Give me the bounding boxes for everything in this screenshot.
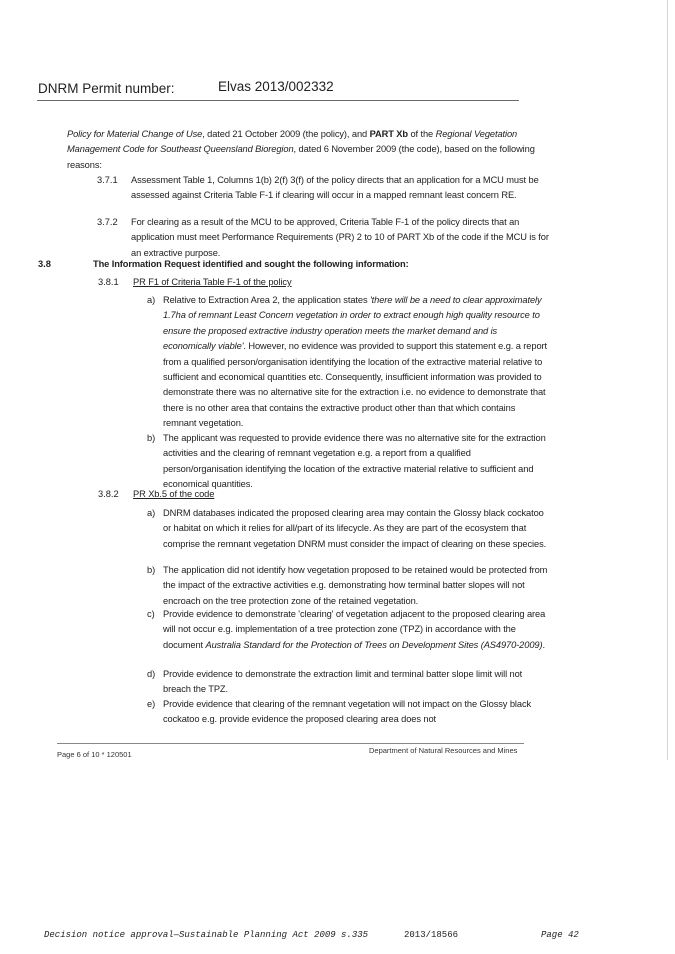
permit-header xyxy=(37,80,519,101)
intro-text-2: of the xyxy=(407,129,436,139)
decision-notice-title: Decision notice approval—Sustainable Planning Act 2009 s.335 xyxy=(44,930,369,940)
section-3-8-heading: The Information Request identified and sought the following information: xyxy=(93,259,409,269)
item-label: b) xyxy=(147,433,156,443)
item-label: b) xyxy=(147,565,156,575)
item-text: Provide evidence to demonstrate 'clearing' of vegetation adjacent to the proposed clearing area will not occur e.g. implementation of a tree protection zone (TPZ) in accordance with the document xyxy=(163,609,546,650)
footer-rule xyxy=(57,743,524,744)
section-3-8-2-item-c xyxy=(163,607,548,653)
section-3-7-2-text: For clearing as a result of the MCU to be approved, Criteria Table F-1 of the policy directs that an application must meet Performance Requirements (PR) 2 to 10 of PART Xb of the code if the MCU is for an extractive purpose. xyxy=(131,217,549,258)
section-3-7-1-text: Assessment Table 1, Columns 1(b) 2(f) 3(f) of the policy directs that an application for a MCU must be assessed against Criteria Table F-1 if clearing will occur in a mapped remnant least concern RE. xyxy=(131,175,539,201)
decision-notice-reference: 2013/18566 xyxy=(404,930,459,940)
footer-page-number: Page 6 of 10 * 120501 xyxy=(57,750,132,759)
section-number: 3.8.1 xyxy=(98,277,119,287)
section-number: 3.8 xyxy=(38,259,51,269)
item-text: Relative to Extraction Area 2, the application states xyxy=(163,295,370,305)
application-quote: 'there will be a need to clear approximately 1.7ha of remnant Least Concern vegetation in order to extract enough high quality resource to ensure the proposed extractive industry operation meets the market demand and is economically viable' xyxy=(163,295,542,352)
permit-number: Elvas 2013/002332 xyxy=(218,79,334,94)
section-number: 3.8.2 xyxy=(98,489,119,499)
item-label: a) xyxy=(147,508,156,518)
section-3-8-2-title: PR Xb.5 of the code xyxy=(133,489,215,499)
section-3-8-2-item-b: The application did not identify how vegetation proposed to be retained would be protected from the impact of the extractive activities e.g. demonstrating how terminal batter slopes will not encroach on the tree protection zone of the retained vegetation. xyxy=(163,565,548,606)
section-3-8-1-title: PR F1 of Criteria Table F-1 of the policy xyxy=(133,277,292,287)
intro-text-1: , dated 21 October 2009 (the policy), and xyxy=(202,129,370,139)
item-text: . However, no evidence was provided to support this statement e.g. a report from a qualified person/organisation identifying the location of the extractive material relative to sufficient and economical quantities etc. Consequently, insufficient information was provided to demonstrate there was no alternative site for the extraction i.e. no evidence to demonstrate that there is no other area that contains the extractive product other than that which contains remnant vegetation. xyxy=(163,341,547,429)
footer-department: Department of Natural Resources and Mines xyxy=(369,746,518,755)
standard-document-title: Australia Standard for the Protection of Trees on Development Sites (AS4970-2009) xyxy=(205,639,543,650)
scan-edge-line xyxy=(667,0,668,760)
item-label: d) xyxy=(147,669,156,679)
permit-label: DNRM Permit number: xyxy=(38,81,175,96)
intro-paragraph xyxy=(67,127,547,173)
item-label: e) xyxy=(147,699,156,709)
item-label: a) xyxy=(147,295,156,305)
section-3-8-2-item-a: DNRM databases indicated the proposed clearing area may contain the Glossy black cockatoo or habitat on which it relies for all/part of its lifecycle. As they are part of the ecosystem that comprise the remnant vegetation DNRM must consider the impact of clearing on these species. xyxy=(163,508,547,549)
section-number: 3.7.2 xyxy=(97,217,118,227)
item-text: . xyxy=(542,639,545,650)
part-xb: PART Xb xyxy=(369,129,408,139)
section-3-8-2-item-d: Provide evidence to demonstrate the extraction limit and terminal batter slope limit will not breach the TPZ. xyxy=(163,669,523,695)
section-3-8-1-item-b: The applicant was requested to provide evidence there was no alternative site for the extraction activities and the clearing of remnant vegetation e.g. a report from a qualified person/organisation identifying the location of the extractive material relative to sufficient and economical quantities. xyxy=(163,433,546,490)
policy-title: Policy for Material Change of Use xyxy=(67,129,203,139)
section-3-8-1-item-a xyxy=(163,293,548,432)
section-number: 3.7.1 xyxy=(97,175,118,185)
item-label: c) xyxy=(147,609,155,619)
section-3-8-2-item-e: Provide evidence that clearing of the remnant vegetation will not impact on the Glossy black cockatoo e.g. provide evidence the proposed clearing area does not xyxy=(163,699,532,725)
decision-notice-page: Page 42 xyxy=(541,930,579,940)
code-title: Regional Vegetation Management Code for Southeast Queensland Bioregion xyxy=(67,129,518,155)
intro-text-3: , dated 6 November 2009 (the code), based on the following reasons: xyxy=(67,144,535,170)
